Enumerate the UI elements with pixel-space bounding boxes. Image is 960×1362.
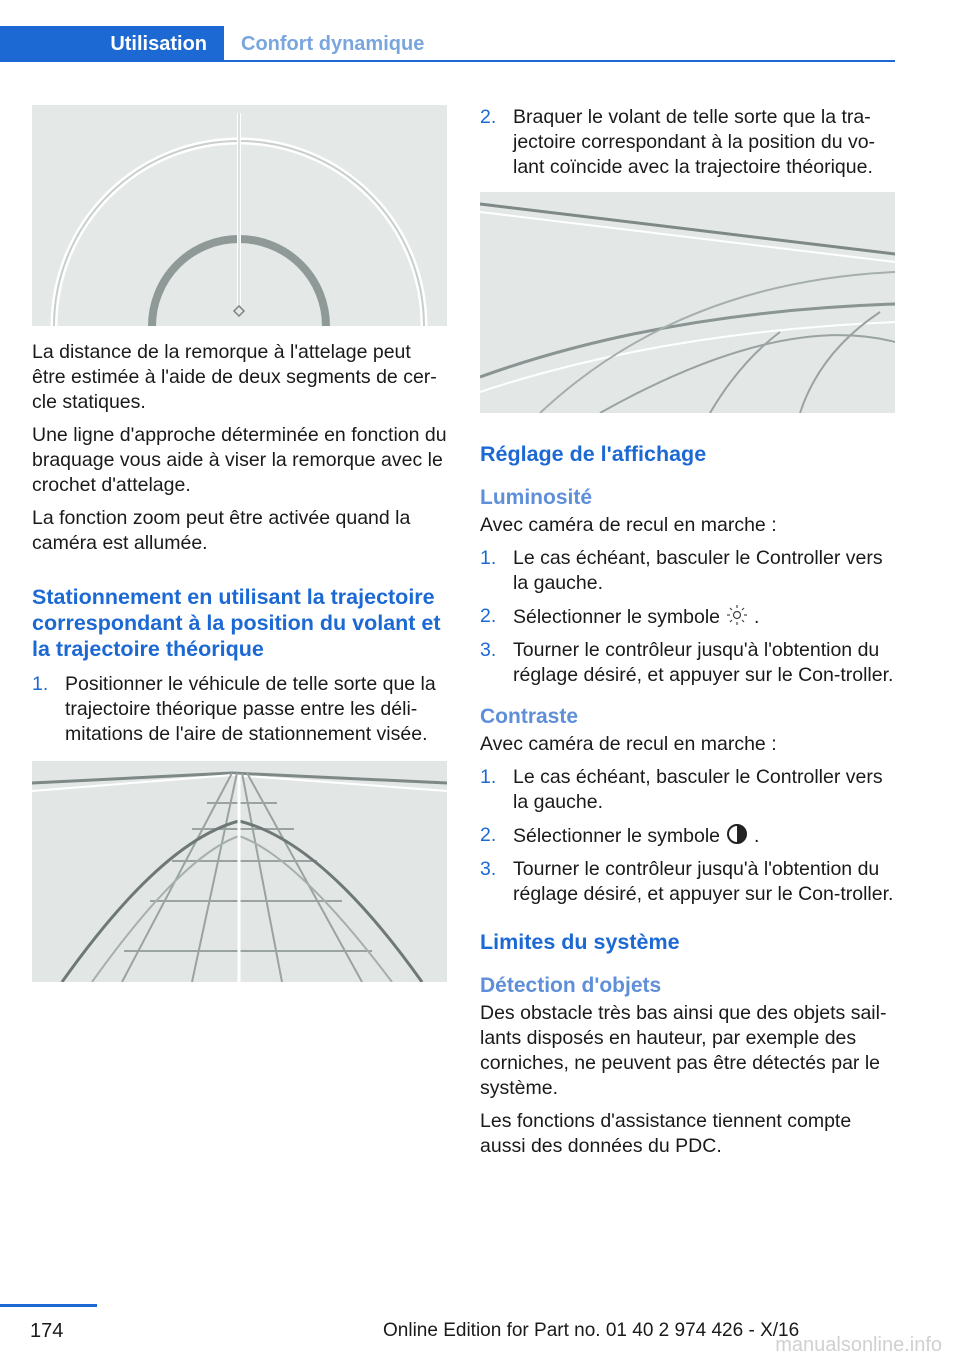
step-number: 2. (480, 824, 497, 846)
step-number: 3. (480, 639, 497, 661)
heading-stationnement: Stationnement en utilisant la trajectoire correspondant à la position du volant et la trajectoire théorique (32, 585, 441, 661)
step-text: Braquer le volant de telle sorte que la tra-jectoire correspondant à la position du vo-lant coïncide avec la trajectoire théorique. (513, 106, 876, 178)
list-item (480, 105, 895, 180)
trailer-arc-figure (32, 105, 447, 326)
tab-confort-dynamique[interactable]: Confort dynamique (241, 33, 425, 55)
watermark: manualsonline.info (775, 1334, 942, 1356)
list-item (480, 823, 895, 849)
step-text-suffix: . (754, 825, 760, 847)
left-column (32, 105, 447, 982)
steering-trajectory-figure (480, 192, 895, 413)
steps-contraste (480, 765, 895, 907)
list-item (480, 638, 895, 688)
list-item (480, 604, 895, 630)
heading-reglage-affichage: Réglage de l'affichage (480, 442, 707, 466)
edition-info: Online Edition for Part no. 01 40 2 974 426 - X/16 (383, 1320, 800, 1341)
step-text: Tourner le contrôleur jusqu'à l'obtention du réglage désiré, et appuyer sur le Con-troller. (513, 639, 894, 686)
step-number: 1. (480, 766, 497, 788)
right-column (480, 105, 895, 1167)
step-number: 3. (480, 858, 497, 880)
step-number: 2. (480, 605, 497, 627)
intro-luminosite: Avec caméra de recul en marche : (480, 514, 777, 536)
steps-list-left (32, 672, 447, 747)
paragraph-detection: Des obstacle très bas ainsi que des objets sail-lants disposés en hauteur, par exemple des corniches, ne peuvent pas être détectés par le système. (480, 1002, 887, 1099)
subheading-detection-objets: Détection d'objets (480, 974, 662, 997)
contrast-icon (726, 823, 748, 845)
step-text: Sélectionner le symbole (513, 825, 721, 847)
paragraph-pdc: Les fonctions d'assistance tiennent compte aussi des données du PDC. (480, 1110, 852, 1157)
step-text: Sélectionner le symbole (513, 606, 721, 628)
footer-rule (0, 1304, 97, 1307)
step-text: Le cas échéant, basculer le Controller vers la gauche. (513, 766, 883, 813)
step-text: Le cas échéant, basculer le Controller vers la gauche. (513, 547, 883, 594)
step-text: Tourner le contrôleur jusqu'à l'obtention du réglage désiré, et appuyer sur le Con-troller. (513, 858, 894, 905)
header-rule (0, 60, 895, 62)
sun-icon (726, 604, 748, 626)
paragraph-distance: La distance de la remorque à l'attelage peut être estimée à l'aide de deux segments de cer-cle statiques. (32, 341, 437, 413)
intro-contraste: Avec caméra de recul en marche : (480, 733, 777, 755)
subheading-contraste: Contraste (480, 705, 579, 728)
step-text-suffix: . (754, 606, 760, 628)
parking-trajectory-figure (32, 761, 447, 982)
subheading-luminosite: Luminosité (480, 486, 593, 509)
page-number: 174 (30, 1320, 64, 1342)
steps-list-right (480, 105, 895, 180)
list-item (32, 672, 447, 747)
step-text: Positionner le véhicule de telle sorte que la trajectoire théorique passe entre les déli-mitations de l'aire de stationnement visée. (65, 673, 436, 745)
list-item (480, 765, 895, 815)
list-item (480, 546, 895, 596)
step-number: 1. (480, 547, 497, 569)
steps-luminosite (480, 546, 895, 688)
paragraph-zoom: La fonction zoom peut être activée quand la caméra est allumée. (32, 507, 411, 554)
tab-utilisation[interactable]: Utilisation (0, 26, 224, 62)
list-item (480, 857, 895, 907)
paragraph-approach-line: Une ligne d'approche déterminée en fonction du braquage vous aide à viser la remorque avec le crochet d'attelage. (32, 424, 447, 496)
step-number: 1. (32, 673, 49, 695)
heading-limites-systeme: Limites du système (480, 930, 680, 954)
step-number: 2. (480, 106, 497, 128)
